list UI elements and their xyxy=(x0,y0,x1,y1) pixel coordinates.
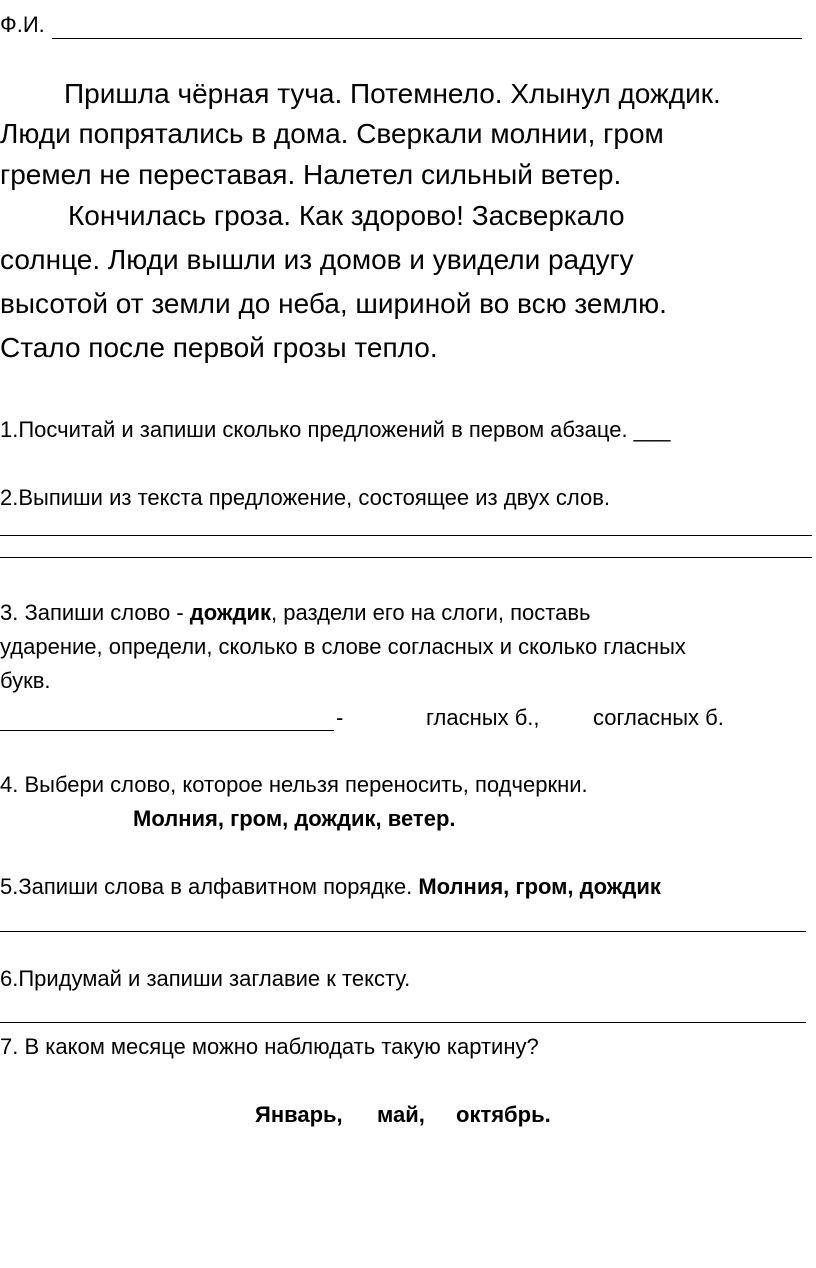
story-line: гремел не переставая. Налетел сильный ветер. xyxy=(0,159,622,190)
task-6-text: 6.Придумай и запиши заглавие к тексту. xyxy=(0,966,411,991)
task-3-word: дождик xyxy=(189,600,272,625)
task-4-text: 4. Выбери слово, которое нельзя переносить, подчеркни. xyxy=(0,772,588,797)
task-4-words: Молния, гром, дождик, ветер. xyxy=(133,806,456,831)
task-3-text xyxy=(0,598,591,628)
task-5-answer-line[interactable] xyxy=(0,931,806,932)
name-label: Ф.И. xyxy=(0,12,45,37)
name-answer-line[interactable] xyxy=(52,38,802,39)
story-line: Люди попрятались в дома. Сверкали молнии, гром xyxy=(0,118,664,149)
task-3-suffix: , раздели его на слоги, поставь xyxy=(271,600,591,625)
task-1-text: 1.Посчитай и запиши сколько предложений в первом абзаце. ___ xyxy=(0,417,671,442)
task-3-line2: ударение, определи, сколько в слове согласных и сколько гласных xyxy=(0,634,686,659)
story-line: Стало после первой грозы тепло. xyxy=(0,332,438,363)
task-5-text xyxy=(0,872,661,902)
task-7-text: 7. В каком месяце можно наблюдать такую картину? xyxy=(0,1034,539,1059)
task-7-option-january: Январь, xyxy=(255,1102,343,1127)
task-2-answer-line[interactable] xyxy=(0,557,812,558)
task-5-words: Молния, гром, дождик xyxy=(418,874,661,899)
task-3-vowels-label: гласных б., xyxy=(426,705,540,730)
task-3-prefix: 3. Запиши слово - xyxy=(0,600,190,625)
story-line: высотой от земли до неба, шириной во всю землю. xyxy=(0,288,667,319)
task-3-dash: - xyxy=(336,705,344,730)
task-6-answer-line[interactable] xyxy=(0,1022,806,1023)
story-line: солнце. Люди вышли из домов и увидели радугу xyxy=(0,244,634,275)
story-line: Пришла чёрная туча. Потемнело. Хлынул дождик. xyxy=(64,78,721,109)
task-5-instruction: 5.Запиши слова в алфавитном порядке. xyxy=(0,874,419,899)
story-line: Кончилась гроза. Как здорово! Засверкало xyxy=(68,200,625,231)
task-7-option-may: май, xyxy=(377,1102,425,1127)
task-2-answer-line[interactable] xyxy=(0,535,812,536)
task-3-line3: букв. xyxy=(0,668,51,693)
task-3-answer-line[interactable] xyxy=(0,730,334,731)
task-7-option-october: октябрь. xyxy=(456,1102,551,1127)
task-3-consonants-label: согласных б. xyxy=(593,705,724,730)
task-2-text: 2.Выпиши из текста предложение, состоящее из двух слов. xyxy=(0,485,611,510)
